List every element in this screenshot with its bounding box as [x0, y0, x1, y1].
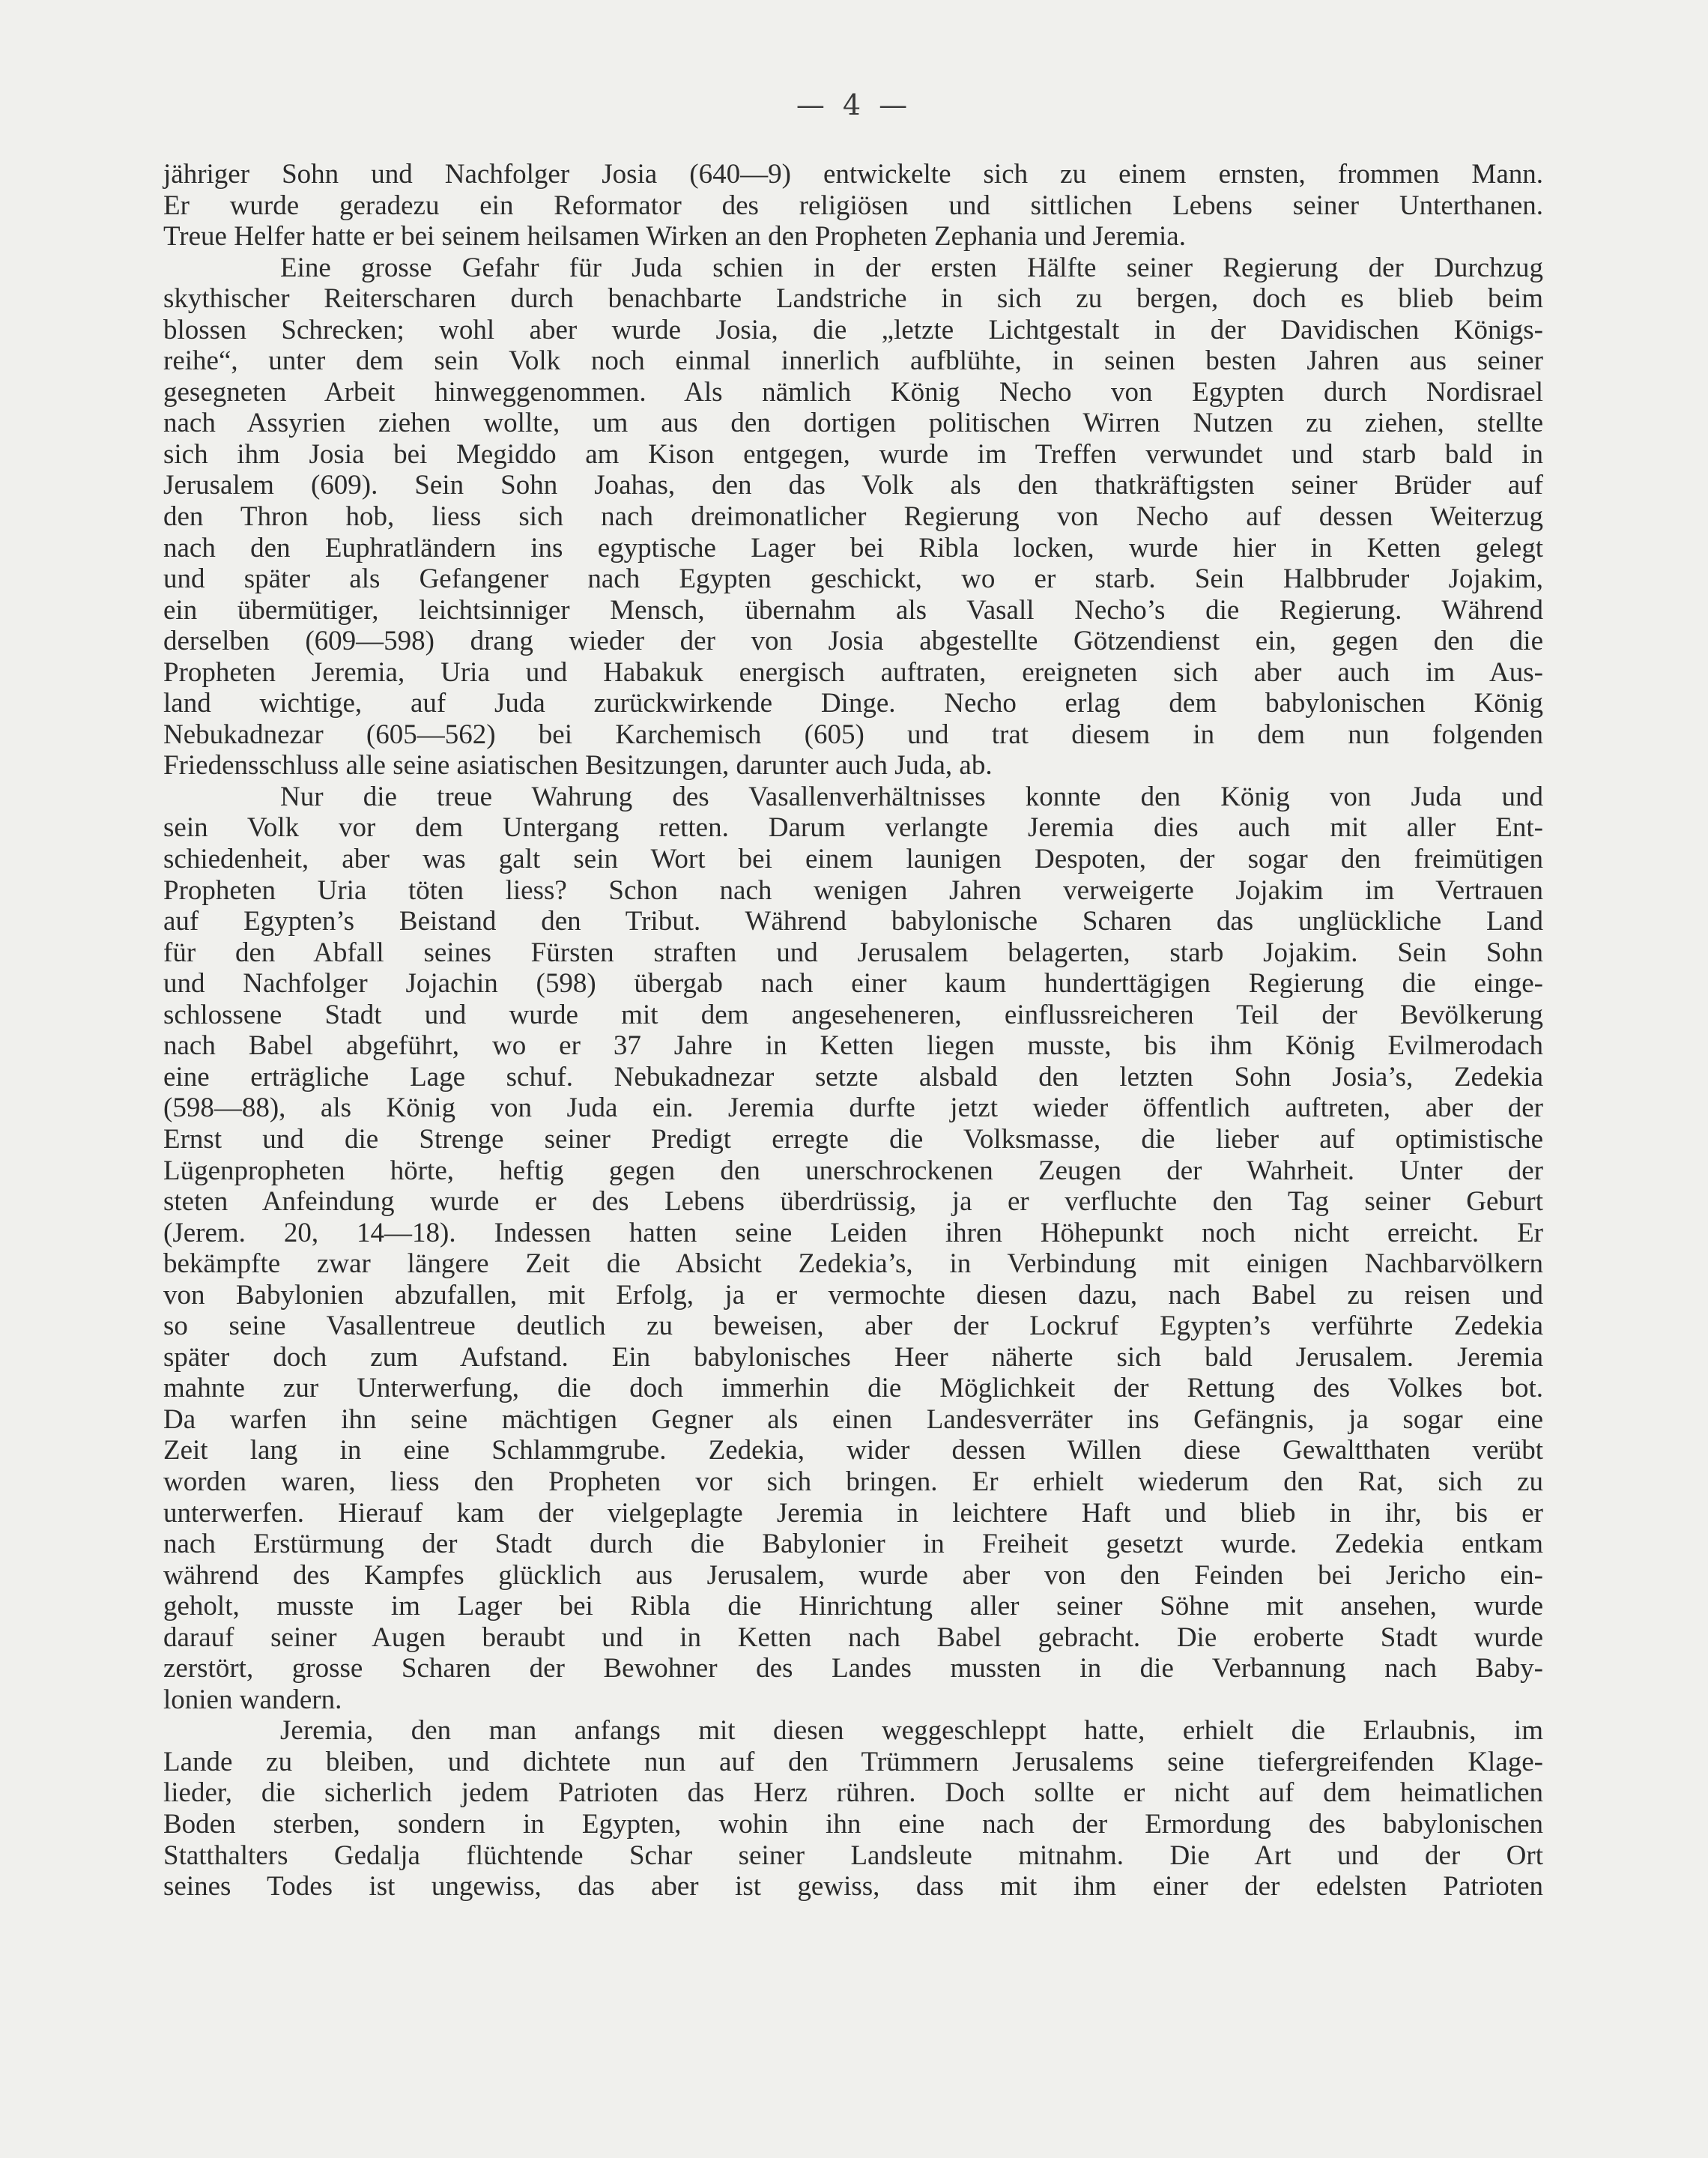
text-line: gesegneten Arbeit hinweggenommen. Als nämlich König Necho von Egypten durch Nordisrael	[163, 376, 1543, 408]
text-line: schiedenheit, aber was galt sein Wort bei einem launigen Despoten, der sogar den freimütigen	[163, 844, 1543, 875]
text-line: schlossene Stadt und wurde mit dem angeseheneren, einflussreicheren Teil der Bevölkerung	[163, 999, 1543, 1030]
text-line: seines Todes ist ungewiss, das aber ist gewiss, dass mit ihm einer der edelsten Patrioten	[163, 1871, 1543, 1902]
text-line: Jeremia, den man anfangs mit diesen weggeschleppt hatte, erhielt die Erlaubnis, im	[280, 1715, 1543, 1747]
text-line: Ernst und die Strenge seiner Predigt erregte die Volksmasse, die lieber auf optimistische	[163, 1123, 1543, 1155]
text-line: Nebukadnezar (605—562) bei Karchemisch (605) und trat diesem in dem nun folgenden	[163, 719, 1543, 750]
text-line: Nur die treue Wahrung des Vasallenverhältnisses konnte den König von Juda und	[280, 781, 1543, 812]
text-line: Er wurde geradezu ein Reformator des religiösen und sittlichen Lebens seiner Unterthanen.	[163, 190, 1543, 221]
text-line: skythischer Reiterscharen durch benachbarte Landstriche in sich zu bergen, doch es blieb beim	[163, 283, 1543, 315]
text-line: Statthalters Gedalja flüchtende Schar seiner Landsleute mitnahm. Die Art und der Ort	[163, 1840, 1543, 1871]
text-line: darauf seiner Augen beraubt und in Ketten nach Babel gebracht. Die eroberte Stadt wurde	[163, 1621, 1543, 1653]
text-line: für den Abfall seines Fürsten straften und Jerusalem belagerten, starb Jojakim. Sein Sohn	[163, 937, 1543, 968]
text-line: Da warfen ihn seine mächtigen Gegner als einen Landesverräter ins Gefängnis, ja sogar eine	[163, 1403, 1543, 1435]
text-line: Lande zu bleiben, und dichtete nun auf den Trümmern Jerusalems seine tiefergreifenden Klage-	[163, 1746, 1543, 1777]
text-line: blossen Schrecken; wohl aber wurde Josia, die „letzte Lichtgestalt in der Davidischen Königs-	[163, 314, 1543, 345]
text-line: Propheten Uria töten liess? Schon nach wenigen Jahren verweigerte Jojakim im Vertrauen	[163, 874, 1543, 906]
text-line: unterwerfen. Hierauf kam der vielgeplagte Jeremia in leichtere Haft und blieb in ihr, bis er	[163, 1497, 1543, 1529]
text-line: worden waren, liess den Propheten vor sich bringen. Er erhielt wiederum den Rat, sich zu	[163, 1466, 1543, 1497]
text-line: sich ihm Josia bei Megiddo am Kison entgegen, wurde im Treffen verwundet und starb bald in	[163, 438, 1543, 470]
text-line: den Thron hob, liess sich nach dreimonatlicher Regierung von Necho auf dessen Weiterzug	[163, 501, 1543, 533]
text-line: eine erträgliche Lage schuf. Nebukadnezar setzte alsbald den letzten Sohn Josia’s, Zedekia	[163, 1061, 1543, 1092]
text-line: Friedensschluss alle seine asiatischen Besitzungen, darunter auch Juda, ab.	[163, 750, 993, 782]
body-text	[163, 159, 1543, 1902]
text-line: steten Anfeindung wurde er des Lebens überdrüssig, ja er verfluchte den Tag seiner Geburt	[163, 1186, 1543, 1218]
text-line: Lügenpropheten hörte, heftig gegen den unerschrockenen Zeugen der Wahrheit. Unter der	[163, 1155, 1543, 1186]
text-line: lonien wandern.	[163, 1684, 342, 1715]
text-line: von Babylonien abzufallen, mit Erfolg, ja er vermochte diesen dazu, nach Babel zu reisen und	[163, 1279, 1543, 1311]
text-line: reihe“, unter dem sein Volk noch einmal innerlich aufblühte, in seinen besten Jahren aus seiner	[163, 345, 1543, 377]
text-line: Zeit lang in eine Schlammgrube. Zedekia, wider dessen Willen diese Gewaltthaten verübt	[163, 1435, 1543, 1466]
text-line: nach Assyrien ziehen wollte, um aus den dortigen politischen Wirren Nutzen zu ziehen, stellte	[163, 408, 1543, 439]
text-line: zerstört, grosse Scharen der Bewohner des Landes mussten in die Verbannung nach Baby-	[163, 1653, 1543, 1684]
text-line: nach Babel abgeführt, wo er 37 Jahre in Ketten liegen musste, bis ihm König Evilmerodach	[163, 1030, 1543, 1062]
text-line: auf Egypten’s Beistand den Tribut. Während babylonische Scharen das unglückliche Land	[163, 906, 1543, 937]
text-line: geholt, musste im Lager bei Ribla die Hinrichtung aller seiner Söhne mit ansehen, wurde	[163, 1591, 1543, 1622]
text-line: jähriger Sohn und Nachfolger Josia (640—9) entwickelte sich zu einem ernsten, frommen Mann.	[163, 159, 1543, 190]
text-line: (Jerem. 20, 14—18). Indessen hatten seine Leiden ihren Höhepunkt noch nicht erreicht. Er	[163, 1217, 1543, 1248]
text-line: und Nachfolger Jojachin (598) übergab nach einer kaum hunderttägigen Regierung die einge-	[163, 968, 1543, 1000]
text-line: derselben (609—598) drang wieder der von Josia abgestellte Götzendienst ein, gegen den die	[163, 626, 1543, 657]
text-line: nach Erstürmung der Stadt durch die Babylonier in Freiheit gesetzt wurde. Zedekia entkam	[163, 1529, 1543, 1560]
text-line: sein Volk vor dem Untergang retten. Darum verlangte Jeremia dies auch mit aller Ent-	[163, 812, 1543, 844]
text-line: nach den Euphratländern ins egyptische Lager bei Ribla locken, wurde hier in Ketten gelegt	[163, 532, 1543, 563]
text-line: so seine Vasallentreue deutlich zu beweisen, aber der Lockruf Egypten’s verführte Zedekia	[163, 1311, 1543, 1342]
text-line: und später als Gefangener nach Egypten geschickt, wo er starb. Sein Halbbruder Jojakim,	[163, 563, 1543, 595]
text-line: Treue Helfer hatte er bei seinem heilsamen Wirken an den Propheten Zephania und Jeremia.	[163, 221, 1186, 253]
text-line: Boden sterben, sondern in Egypten, wohin ihn eine nach der Ermordung des babylonischen	[163, 1808, 1543, 1840]
text-line: ein übermütiger, leichtsinniger Mensch, übernahm als Vasall Necho’s die Regierung. Während	[163, 594, 1543, 626]
page-number: — 4 —	[796, 88, 912, 121]
text-line: später doch zum Aufstand. Ein babylonisches Heer näherte sich bald Jerusalem. Jeremia	[163, 1341, 1543, 1373]
text-line: während des Kampfes glücklich aus Jerusalem, wurde aber von den Feinden bei Jericho ein-	[163, 1559, 1543, 1591]
text-line: land wichtige, auf Juda zurückwirkende Dinge. Necho erlag dem babylonischen König	[163, 688, 1543, 719]
text-line: Eine grosse Gefahr für Juda schien in der ersten Hälfte seiner Regierung der Durchzug	[280, 252, 1543, 283]
text-line: mahnte zur Unterwerfung, die doch immerhin die Möglichkeit der Rettung des Volkes bot.	[163, 1373, 1543, 1404]
text-line: lieder, die sicherlich jedem Patrioten das Herz rühren. Doch sollte er nicht auf dem heimatlichen	[163, 1777, 1543, 1809]
text-line: Propheten Jeremia, Uria und Habakuk energisch auftraten, ereigneten sich aber auch im Aus-	[163, 656, 1543, 688]
text-line: Jerusalem (609). Sein Sohn Joahas, den das Volk als den thatkräftigsten seiner Brüder auf	[163, 470, 1543, 501]
text-line: (598—88), als König von Juda ein. Jeremia durfte jetzt wieder öffentlich auftreten, aber der	[163, 1092, 1543, 1124]
text-line: bekämpfte zwar längere Zeit die Absicht Zedekia’s, in Verbindung mit einigen Nachbarvölkern	[163, 1248, 1543, 1280]
